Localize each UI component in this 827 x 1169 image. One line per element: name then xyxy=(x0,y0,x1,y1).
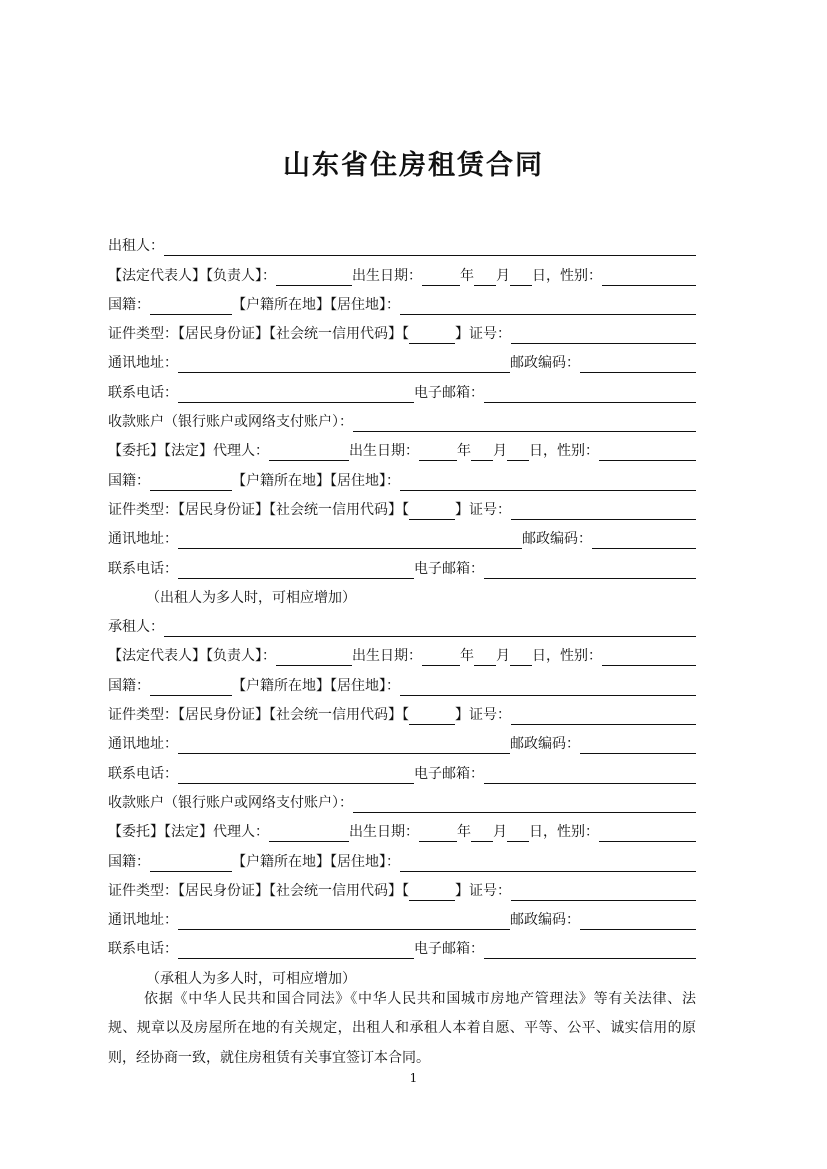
residence-field[interactable] xyxy=(400,855,696,872)
birth-label: 出生日期： xyxy=(349,443,419,460)
email-label: 电子邮箱： xyxy=(414,384,484,401)
lessee-nationality-row xyxy=(108,666,696,695)
address-field[interactable] xyxy=(178,913,510,930)
address-field[interactable] xyxy=(178,737,510,754)
birth-month-field[interactable] xyxy=(471,825,493,842)
address-field[interactable] xyxy=(178,356,510,373)
birth-day-field[interactable] xyxy=(507,825,529,842)
postcode-field[interactable] xyxy=(580,356,696,373)
address-label: 通讯地址： xyxy=(108,912,178,929)
id-type-label: 证件类型：【居民身份证】【社会统一信用代码】【 xyxy=(108,501,409,518)
lessee-note-text: （承租人为多人时，可相应增加） xyxy=(146,970,356,987)
id-number-field[interactable] xyxy=(511,884,696,901)
residence-label: 【户籍所在地】【居住地】： xyxy=(232,472,400,489)
lessee-id-row xyxy=(108,696,696,725)
lessee-address-row xyxy=(108,725,696,754)
birth-day-field[interactable] xyxy=(510,269,532,286)
postcode-field[interactable] xyxy=(580,913,696,930)
birth-year-field[interactable] xyxy=(422,649,460,666)
year-label: 年 xyxy=(460,648,474,665)
phone-label: 联系电话： xyxy=(108,941,178,958)
id-type-label: 证件类型：【居民身份证】【社会统一信用代码】【 xyxy=(108,326,409,343)
postcode-field[interactable] xyxy=(592,532,696,549)
account-label: 收款账户（银行账户或网络支付账户）： xyxy=(108,414,353,431)
lessor-legal-rep-row xyxy=(108,256,696,285)
day-gender-label: 日，性别： xyxy=(532,648,602,665)
account-field[interactable] xyxy=(353,796,696,813)
lessor-agent-contact-row xyxy=(108,549,696,578)
preamble-paragraph: 依据《中华人民共和国合同法》《中华人民共和国城市房地产管理法》等有关法律、法规、规章以及房屋所在地的有关规定，出租人和承租人本着自愿、平等、公平、诚实信用的原则，经协商一致，就住房租赁有关事宜签订本合同。 xyxy=(108,991,696,1066)
lessor-id-row xyxy=(108,315,696,344)
residence-field[interactable] xyxy=(400,298,696,315)
lessor-agent-nationality-row xyxy=(108,461,696,490)
birth-year-field[interactable] xyxy=(422,269,460,286)
birth-day-field[interactable] xyxy=(510,649,532,666)
month-label: 月 xyxy=(493,443,507,460)
lessee-account-row xyxy=(108,784,696,813)
gender-field[interactable] xyxy=(599,444,696,461)
year-label: 年 xyxy=(457,443,471,460)
birth-year-field[interactable] xyxy=(419,444,457,461)
lessor-label: 出租人： xyxy=(108,238,164,255)
agent-label: 【委托】【法定】代理人： xyxy=(108,824,269,841)
email-field[interactable] xyxy=(484,942,696,959)
legal-rep-label: 【法定代表人】【负责人】： xyxy=(108,267,276,284)
nationality-label: 国籍： xyxy=(108,296,150,313)
lessee-name-row xyxy=(108,608,696,637)
phone-field[interactable] xyxy=(178,767,414,784)
nationality-field[interactable] xyxy=(150,855,232,872)
postcode-label: 邮政编码： xyxy=(510,912,580,929)
birth-year-field[interactable] xyxy=(419,825,457,842)
nationality-label: 国籍： xyxy=(108,472,150,489)
lessor-nationality-row xyxy=(108,286,696,315)
residence-label: 【户籍所在地】【居住地】： xyxy=(232,296,400,313)
lessor-agent-id-row xyxy=(108,491,696,520)
address-field[interactable] xyxy=(178,532,522,549)
id-type-label: 证件类型：【居民身份证】【社会统一信用代码】【 xyxy=(108,707,409,724)
legal-rep-name-field[interactable] xyxy=(276,269,352,286)
id-no-label: 】证号： xyxy=(455,501,511,518)
lessee-agent-id-row xyxy=(108,872,696,901)
birth-month-field[interactable] xyxy=(474,649,496,666)
account-field[interactable] xyxy=(353,415,696,432)
id-type-other-field[interactable] xyxy=(409,503,455,520)
address-label: 通讯地址： xyxy=(108,736,178,753)
email-field[interactable] xyxy=(484,767,696,784)
address-label: 通讯地址： xyxy=(108,355,178,372)
lessor-name-row xyxy=(108,227,696,256)
id-type-label: 证件类型：【居民身份证】【社会统一信用代码】【 xyxy=(108,882,409,899)
agent-name-field[interactable] xyxy=(269,444,349,461)
id-type-other-field[interactable] xyxy=(409,327,455,344)
lessor-note-text: （出租人为多人时，可相应增加） xyxy=(146,589,356,606)
legal-rep-label: 【法定代表人】【负责人】： xyxy=(108,648,276,665)
lessee-contact-row xyxy=(108,754,696,783)
day-gender-label: 日，性别： xyxy=(529,443,599,460)
id-number-field[interactable] xyxy=(511,503,696,520)
birth-label: 出生日期： xyxy=(352,267,422,284)
account-label: 收款账户（银行账户或网络支付账户）： xyxy=(108,794,353,811)
address-label: 通讯地址： xyxy=(108,531,178,548)
lessor-agent-row xyxy=(108,432,696,461)
postcode-label: 邮政编码： xyxy=(510,736,580,753)
lessee-label: 承租人： xyxy=(108,619,164,636)
year-label: 年 xyxy=(457,824,471,841)
nationality-field[interactable] xyxy=(150,474,232,491)
id-type-other-field[interactable] xyxy=(409,708,455,725)
lessor-agent-address-row xyxy=(108,520,696,549)
lessee-agent-nationality-row xyxy=(108,842,696,871)
lessor-note xyxy=(108,579,696,608)
email-label: 电子邮箱： xyxy=(414,560,484,577)
agent-label: 【委托】【法定】代理人： xyxy=(108,443,269,460)
phone-label: 联系电话： xyxy=(108,384,178,401)
residence-label: 【户籍所在地】【居住地】： xyxy=(232,677,400,694)
id-number-field[interactable] xyxy=(511,708,696,725)
agent-name-field[interactable] xyxy=(269,825,349,842)
email-label: 电子邮箱： xyxy=(414,941,484,958)
month-label: 月 xyxy=(496,267,510,284)
residence-field[interactable] xyxy=(400,679,696,696)
month-label: 月 xyxy=(493,824,507,841)
email-field[interactable] xyxy=(484,386,696,403)
id-type-other-field[interactable] xyxy=(409,884,455,901)
lessee-agent-contact-row xyxy=(108,930,696,959)
page-title: 山东省住房租赁合同 xyxy=(283,150,544,181)
lessor-account-row xyxy=(108,403,696,432)
day-gender-label: 日，性别： xyxy=(532,267,602,284)
residence-field[interactable] xyxy=(400,474,696,491)
lessor-contact-row xyxy=(108,373,696,402)
party-info-form xyxy=(108,227,696,989)
gender-field[interactable] xyxy=(602,649,696,666)
nationality-label: 国籍： xyxy=(108,677,150,694)
nationality-field[interactable] xyxy=(150,679,232,696)
phone-label: 联系电话： xyxy=(108,765,178,782)
id-number-field[interactable] xyxy=(511,327,696,344)
birth-month-field[interactable] xyxy=(471,444,493,461)
id-no-label: 】证号： xyxy=(455,707,511,724)
postcode-label: 邮政编码： xyxy=(510,355,580,372)
birth-label: 出生日期： xyxy=(352,648,422,665)
gender-field[interactable] xyxy=(602,269,696,286)
residence-label: 【户籍所在地】【居住地】： xyxy=(232,853,400,870)
lessee-agent-address-row xyxy=(108,901,696,930)
year-label: 年 xyxy=(460,267,474,284)
phone-field[interactable] xyxy=(178,942,414,959)
postcode-label: 邮政编码： xyxy=(522,531,592,548)
lessee-name-field[interactable] xyxy=(164,620,696,637)
nationality-field[interactable] xyxy=(150,298,232,315)
email-field[interactable] xyxy=(484,562,696,579)
lessor-address-row xyxy=(108,344,696,373)
id-no-label: 】证号： xyxy=(455,326,511,343)
phone-field[interactable] xyxy=(178,562,414,579)
birth-month-field[interactable] xyxy=(474,269,496,286)
postcode-field[interactable] xyxy=(580,737,696,754)
id-no-label: 】证号： xyxy=(455,882,511,899)
month-label: 月 xyxy=(496,648,510,665)
gender-field[interactable] xyxy=(599,825,696,842)
legal-rep-name-field[interactable] xyxy=(276,649,352,666)
email-label: 电子邮箱： xyxy=(414,765,484,782)
phone-field[interactable] xyxy=(178,386,414,403)
lessee-agent-row xyxy=(108,813,696,842)
page-number: 1 xyxy=(409,1071,418,1085)
nationality-label: 国籍： xyxy=(108,853,150,870)
phone-label: 联系电话： xyxy=(108,560,178,577)
birth-label: 出生日期： xyxy=(349,824,419,841)
birth-day-field[interactable] xyxy=(507,444,529,461)
day-gender-label: 日，性别： xyxy=(529,824,599,841)
lessor-name-field[interactable] xyxy=(164,239,696,256)
lessee-legal-rep-row xyxy=(108,637,696,666)
